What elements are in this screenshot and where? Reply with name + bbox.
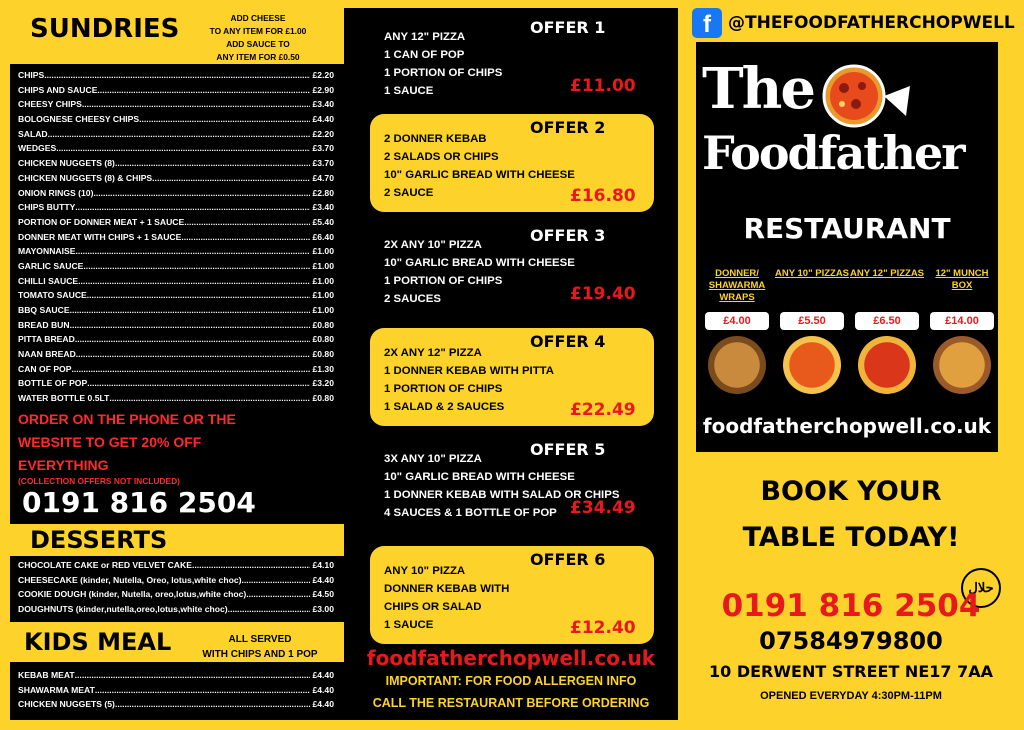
menu-item-name: PORTION OF DONNER MEAT + 1 SAUCE [18, 216, 185, 227]
deal-food-image [783, 336, 841, 394]
menu-item [18, 697, 334, 712]
leader-dots [228, 602, 311, 617]
menu-item-name: SHAWARMA MEAT [18, 684, 95, 695]
offer-line: DONNER KEBAB WITH [384, 583, 510, 595]
book-line-1: BOOK YOUR [760, 476, 942, 507]
offer-lines [384, 344, 554, 416]
logo-the: The [702, 56, 815, 122]
menu-item-name: BOLOGNESE CHEESY CHIPS [18, 114, 140, 125]
offer-card [370, 546, 654, 644]
menu-item [18, 141, 334, 156]
menu-item [18, 83, 334, 98]
offer-line: 1 DONNER KEBAB WITH PITTA [384, 365, 555, 377]
offer-lines [384, 562, 509, 634]
middle-website[interactable]: foodfatherchopwell.co.uk [366, 646, 656, 670]
phone-primary[interactable]: 0191 816 2504 [721, 588, 981, 624]
menu-item-name: NAAN BREAD [18, 349, 76, 360]
menu-item [18, 303, 334, 318]
deal-item [775, 268, 849, 408]
offer-card [370, 14, 654, 106]
offer-line: CHIPS OR SALAD [384, 601, 482, 613]
menu-item-price: £3.40 [312, 202, 334, 213]
deal-item [700, 268, 774, 408]
menu-item-price: £2.90 [312, 84, 334, 95]
menu-item [18, 186, 334, 201]
allergen-line-2: CALL THE RESTAURANT BEFORE ORDERING [372, 696, 650, 710]
menu-item-price: £3.40 [312, 99, 334, 110]
offer-title: OFFER 5 [530, 440, 606, 459]
offer-line: 1 PORTION OF CHIPS [384, 67, 503, 79]
promo-note: (COLLECTION OFFERS NOT INCLUDED) [18, 476, 180, 486]
offer-card [370, 436, 654, 528]
leader-dots [109, 391, 310, 406]
menu-item-name: BREAD BUN [18, 319, 70, 330]
deal-label: ANY 10" PIZZAS [775, 268, 850, 279]
offer-lines [384, 130, 575, 202]
leader-dots [75, 668, 311, 683]
menu-item-name: CHILLI SAUCE [18, 275, 79, 286]
menu-item-name: DOUGHNUTS (kinder,nutella,oreo,lotus,white choc) [18, 604, 228, 615]
leader-dots [97, 83, 310, 98]
leader-dots [75, 200, 310, 215]
menu-item [18, 97, 334, 112]
leader-dots [87, 376, 310, 391]
halal-badge: حلال [961, 568, 1001, 608]
desserts-title: DESSERTS [30, 526, 168, 554]
deal-label: 12" MUNCH BOX [935, 268, 989, 291]
offer-line: 2 DONNER KEBAB [384, 133, 487, 145]
menu-item-name: PITTA BREAD [18, 334, 75, 345]
deal-price: £5.50 [780, 312, 844, 330]
menu-item-price: £3.70 [312, 158, 334, 169]
menu-item-name: WATER BOTTLE 0.5LT [18, 393, 110, 404]
leader-dots [93, 186, 310, 201]
deal-label: DONNER/ SHAWARMA WRAPS [708, 268, 766, 303]
menu-item [18, 602, 334, 617]
offer-line: 1 SALAD & 2 SAUCES [384, 401, 505, 413]
menu-item-price: £1.00 [312, 290, 334, 301]
offer-card [370, 222, 654, 314]
deal-price: £4.00 [705, 312, 769, 330]
menu-item-name: WEDGES [18, 143, 57, 154]
desserts-panel [10, 556, 344, 622]
brand-website[interactable]: foodfatherchopwell.co.uk [702, 414, 992, 438]
menu-item [18, 376, 334, 391]
deal-price: £6.50 [855, 312, 919, 330]
menu-item [18, 200, 334, 215]
offer-price: £34.49 [570, 498, 636, 518]
menu-item-price: £4.70 [312, 172, 334, 183]
menu-item-price: £0.80 [312, 349, 334, 360]
menu-item [18, 347, 334, 362]
menu-item-name: CHOCOLATE CAKE or RED VELVET CAKE [18, 560, 192, 570]
kids-list [10, 662, 344, 712]
menu-item [18, 362, 334, 377]
menu-item [18, 112, 334, 127]
menu-item [18, 244, 334, 259]
leader-dots [115, 156, 311, 171]
offer-line: 1 CAN OF POP [384, 49, 465, 61]
offer-line: 2 SAUCE [384, 187, 434, 199]
promo-text: ORDER ON THE PHONE OR THE WEBSITE TO GET 20% OFF EVERYTHING [18, 411, 236, 473]
menu-item-price: £3.20 [312, 378, 334, 389]
offer-line: 10" GARLIC BREAD WITH CHEESE [384, 169, 575, 181]
deal-food-image [933, 336, 991, 394]
menu-item-name: TOMATO SAUCE [18, 290, 87, 301]
menu-item-price: £4.40 [312, 670, 334, 680]
offer-line: 1 SAUCE [384, 619, 434, 631]
menu-item-price: £3.00 [312, 604, 334, 615]
menu-item-price: £4.40 [312, 574, 334, 585]
menu-item-name: CHIPS AND SAUCE [18, 84, 98, 95]
menu-item-price: £5.40 [312, 216, 334, 227]
menu-item-name: BBQ SAUCE [18, 305, 70, 315]
menu-item [18, 318, 334, 333]
leader-dots [246, 587, 310, 602]
leader-dots [139, 112, 310, 127]
menu-item-price: £6.40 [312, 231, 334, 242]
menu-item-price: £2.20 [312, 70, 334, 80]
order-phone: 0191 816 2504 [22, 486, 256, 519]
kids-panel [10, 662, 344, 720]
deal-food-image [858, 336, 916, 394]
menu-item-name: GARLIC SAUCE [18, 260, 84, 271]
offer-line: ANY 10" PIZZA [384, 565, 466, 577]
sundries-title: SUNDRIES [30, 14, 180, 44]
offer-lines [384, 28, 502, 100]
menu-item [18, 288, 334, 303]
menu-item-price: £4.40 [312, 699, 334, 710]
brand-panel [696, 42, 998, 452]
logo-foodfather: Foodfather [702, 126, 964, 180]
menu-item-name: CHEESY CHIPS [18, 99, 82, 110]
leader-dots [75, 244, 310, 259]
menu-item-price: £1.00 [312, 260, 334, 271]
leader-dots [56, 141, 310, 156]
offer-line: ANY 12" PIZZA [384, 31, 466, 43]
menu-item-name: BOTTLE OF POP [18, 378, 88, 389]
address: 10 DERWENT STREET NE17 7AA [709, 662, 993, 681]
leader-dots [152, 171, 310, 186]
menu-item-name: DONNER MEAT WITH CHIPS + 1 SAUCE [18, 231, 182, 242]
leader-dots [95, 683, 311, 698]
offer-title: OFFER 3 [530, 226, 606, 245]
menu-item-name: COOKIE DOUGH (kinder, Nutella, oreo,lotus,white choc) [18, 589, 247, 600]
offer-line: 10" GARLIC BREAD WITH CHEESE [384, 257, 575, 269]
leader-dots [181, 230, 310, 245]
sundries-note: ADD CHEESE TO ANY ITEM FOR £1.00 ADD SAUCE TO ANY ITEM FOR £0.50 [209, 13, 307, 62]
menu-item-price: £0.80 [312, 319, 334, 330]
leader-dots [71, 362, 310, 377]
menu-item-name: KEBAB MEAT [18, 670, 75, 680]
leader-dots [82, 97, 311, 112]
menu-item-price: £2.20 [312, 128, 334, 139]
restaurant-label: RESTAURANT [743, 212, 951, 245]
offer-title: OFFER 6 [530, 550, 606, 569]
menu-item-name: CHICKEN NUGGETS (5) [18, 699, 115, 710]
left-column [0, 0, 344, 730]
offer-price: £19.40 [570, 284, 636, 304]
menu-item-name: MAYONNAISE [18, 246, 76, 257]
menu-item-name: CHIPS [18, 70, 45, 80]
menu-item [18, 171, 334, 186]
menu-item-price: £3.70 [312, 143, 334, 154]
menu-item-price: £1.00 [312, 275, 334, 286]
leader-dots [70, 318, 311, 333]
menu-item-name: CHICKEN NUGGETS (8) [18, 158, 115, 169]
leader-dots [87, 288, 311, 303]
menu-item-price: £2.80 [312, 187, 334, 198]
kids-title: KIDS MEAL [24, 628, 172, 656]
menu-item [18, 391, 334, 406]
offer-card [370, 328, 654, 426]
kids-note: ALL SERVED WITH CHIPS AND 1 POP [202, 634, 318, 660]
pizza-logo-icon [814, 56, 914, 136]
offer-line: 2X ANY 10" PIZZA [384, 239, 482, 251]
sundries-list [10, 64, 344, 406]
menu-item [18, 230, 334, 245]
menu-item [18, 587, 334, 602]
offer-title: OFFER 1 [530, 18, 606, 37]
offer-price: £11.00 [570, 76, 636, 96]
sundries-panel [10, 64, 344, 524]
leader-dots [76, 347, 311, 362]
menu-item-name: CHICKEN NUGGETS (8) & CHIPS [18, 172, 153, 183]
menu-item [18, 127, 334, 142]
menu-item-price: £0.80 [312, 334, 334, 345]
offer-line: 10" GARLIC BREAD WITH CHEESE [384, 471, 575, 483]
menu-item-name: CHIPS BUTTY [18, 202, 76, 213]
leader-dots [184, 215, 310, 230]
leader-dots [78, 274, 310, 289]
offer-line: 1 PORTION OF CHIPS [384, 383, 503, 395]
menu-item-name: CHEESECAKE (kinder, Nutella, Oreo, lotus,white choc) [18, 574, 242, 585]
offer-title: OFFER 2 [530, 118, 606, 137]
menu-item [18, 215, 334, 230]
opening-hours: OPENED EVERYDAY 4:30PM-11PM [760, 690, 942, 702]
deal-item [925, 268, 999, 408]
facebook-icon[interactable]: f [692, 8, 722, 38]
menu-item-price: £4.40 [312, 114, 334, 125]
menu-item [18, 573, 334, 588]
offer-title: OFFER 4 [530, 332, 606, 351]
menu-item-name: SALAD [18, 128, 48, 139]
menu-item [18, 668, 334, 683]
leader-dots [115, 697, 311, 712]
leader-dots [192, 558, 311, 573]
menu-item [18, 274, 334, 289]
deal-food-image [708, 336, 766, 394]
menu-item [18, 332, 334, 347]
leader-dots [48, 127, 311, 142]
allergen-line-1: IMPORTANT: FOR FOOD ALLERGEN INFO [385, 674, 637, 688]
menu-item-price: £1.00 [312, 305, 334, 315]
menu-item [18, 156, 334, 171]
menu-item-price: £4.40 [312, 684, 334, 695]
menu-item-price: £0.80 [312, 393, 334, 404]
offer-price: £12.40 [570, 618, 636, 638]
menu-item-price: £4.50 [312, 589, 334, 600]
offer-line: 2 SAUCES [384, 293, 441, 305]
menu-item [18, 259, 334, 274]
menu-item [18, 558, 334, 573]
desserts-list [10, 556, 344, 617]
offer-line: 4 SAUCES & 1 BOTTLE OF POP [384, 507, 557, 519]
offer-line: 1 SAUCE [384, 85, 434, 97]
offer-lines [384, 236, 575, 308]
menu-item-name: CAN OF POP [18, 363, 72, 374]
leader-dots [241, 573, 310, 588]
deal-item [850, 268, 924, 408]
menu-item-price: £1.30 [312, 363, 334, 374]
offer-line: 2 SALADS OR CHIPS [384, 151, 499, 163]
offer-line: 2X ANY 12" PIZZA [384, 347, 482, 359]
deal-price: £14.00 [930, 312, 994, 330]
offer-price: £22.49 [570, 400, 636, 420]
menu-item-name: ONION RINGS (10) [18, 187, 94, 198]
phone-secondary[interactable]: 07584979800 [759, 627, 943, 655]
menu-item-price: £4.10 [312, 560, 334, 570]
offer-line: 1 PORTION OF CHIPS [384, 275, 503, 287]
social-handle[interactable]: @THEFOODFATHERCHOPWELL [728, 13, 1015, 33]
deal-label: ANY 12" PIZZAS [850, 268, 925, 279]
menu-item-price: £1.00 [312, 246, 334, 257]
leader-dots [70, 303, 311, 318]
book-line-2: TABLE TODAY! [742, 522, 960, 553]
leader-dots [75, 332, 311, 347]
offer-line: 3X ANY 10" PIZZA [384, 453, 482, 465]
leader-dots [44, 68, 310, 83]
offer-card [370, 114, 654, 212]
offer-line: 1 DONNER KEBAB WITH SALAD OR CHIPS [384, 489, 620, 501]
menu-item [18, 68, 334, 83]
offer-price: £16.80 [570, 186, 636, 206]
menu-item [18, 683, 334, 698]
leader-dots [83, 259, 310, 274]
